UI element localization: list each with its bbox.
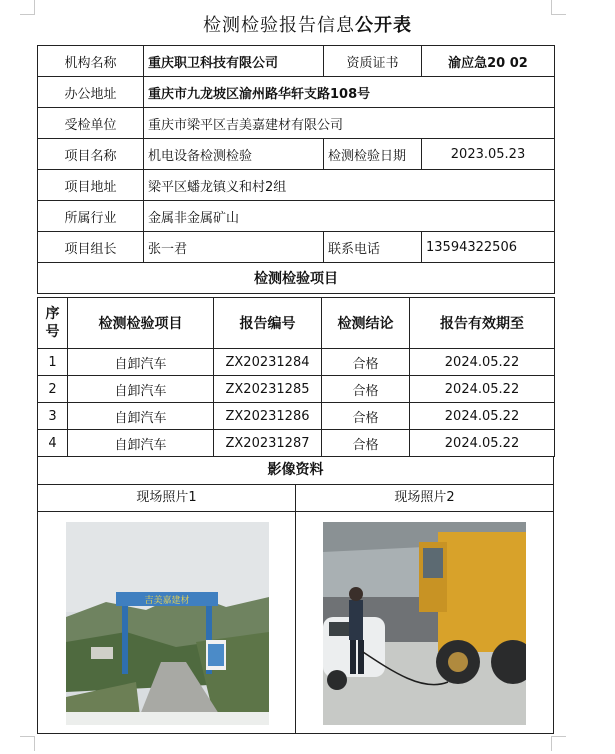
photo-caption-1: 现场照片1 [38,485,296,512]
crop-mark-bottom-right [551,736,566,751]
row-no: 4 [38,430,68,457]
header-item: 检测检验项目 [68,298,214,349]
industry-value: 金属非金属矿山 [144,201,555,232]
date-label: 检测检验日期 [324,139,422,170]
row-item: 自卸汽车 [68,403,214,430]
site-photo-gate [66,522,269,725]
row-no: 2 [38,376,68,403]
cert-value: 渝应急20 02 [422,46,555,77]
gate-sign-text: 吉美嘉建材 [144,596,190,606]
row-expiry: 2024.05.22 [410,403,555,430]
table-row [38,349,555,376]
leader-value: 张一君 [144,232,324,263]
row-no: 1 [38,349,68,376]
row-item: 自卸汽车 [68,430,214,457]
photo-section [37,456,554,734]
site-photo-truck [323,522,526,725]
row-client [38,108,555,139]
info-table [37,45,555,294]
date-value: 2023.05.23 [422,139,555,170]
row-expiry: 2024.05.22 [410,376,555,403]
row-org [38,46,555,77]
row-item: 自卸汽车 [68,349,214,376]
header-seq: 序号 [38,298,68,349]
header-report: 报告编号 [214,298,322,349]
row-items-section [38,263,555,294]
page-title [0,12,615,40]
org-label: 机构名称 [38,46,144,77]
photo-caption-2: 现场照片2 [296,485,553,512]
title-suffix: 公开表 [355,15,412,36]
row-result: 合格 [322,376,410,403]
row-result: 合格 [322,403,410,430]
row-report: ZX20231285 [214,376,322,403]
row-report: ZX20231287 [214,430,322,457]
cert-label: 资质证书 [324,46,422,77]
items-section-title: 检测检验项目 [38,263,555,294]
row-project [38,139,555,170]
items-table [37,297,555,457]
title-main: 检测检验报告信息 [203,15,355,36]
table-row [38,430,555,457]
photo-section-title: 影像资料 [38,457,553,485]
org-value: 重庆职卫科技有限公司 [144,46,324,77]
row-no: 3 [38,403,68,430]
row-leader [38,232,555,263]
items-header-row [38,298,555,349]
address-value: 梁平区蟠龙镇义和村2组 [144,170,555,201]
header-result: 检测结论 [322,298,410,349]
office-label: 办公地址 [38,77,144,108]
industry-label: 所属行业 [38,201,144,232]
project-label: 项目名称 [38,139,144,170]
row-result: 合格 [322,430,410,457]
photo-divider [295,512,296,733]
project-value: 机电设备检测检验 [144,139,324,170]
row-expiry: 2024.05.22 [410,349,555,376]
header-expiry: 报告有效期至 [410,298,555,349]
row-result: 合格 [322,349,410,376]
address-label: 项目地址 [38,170,144,201]
row-industry [38,201,555,232]
office-value: 重庆市九龙坡区渝州路华轩支路108号 [144,77,555,108]
client-value: 重庆市梁平区吉美嘉建材有限公司 [144,108,555,139]
phone-value: 13594322506 [422,232,555,263]
row-report: ZX20231286 [214,403,322,430]
row-office [38,77,555,108]
table-row [38,403,555,430]
crop-mark-bottom-left [20,736,35,751]
table-row [38,376,555,403]
row-expiry: 2024.05.22 [410,430,555,457]
row-address [38,170,555,201]
row-report: ZX20231284 [214,349,322,376]
phone-label: 联系电话 [324,232,422,263]
leader-label: 项目组长 [38,232,144,263]
row-item: 自卸汽车 [68,376,214,403]
client-label: 受检单位 [38,108,144,139]
